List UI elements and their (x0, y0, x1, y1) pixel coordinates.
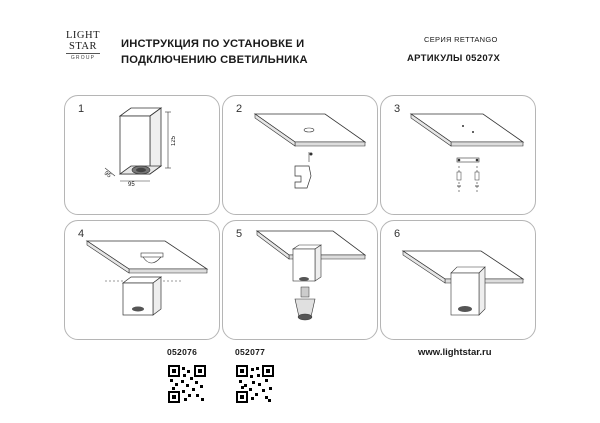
step-4-illustration (65, 221, 221, 341)
logo-line3: GROUP (70, 55, 96, 61)
article-code-1: 052076 (167, 347, 198, 357)
step-1-panel (64, 95, 220, 215)
step-number: 1 (78, 103, 85, 115)
step-4-panel (64, 220, 220, 340)
step-number: 4 (78, 228, 85, 240)
step-6-panel (380, 220, 536, 340)
dimension-width: 95 (128, 182, 135, 188)
step-number: 3 (394, 103, 401, 115)
title-line1: ИНСТРУКЦИЯ ПО УСТАНОВКЕ И (121, 38, 305, 50)
step-2-panel (222, 95, 378, 215)
step-6-illustration (381, 221, 537, 341)
step-3-illustration (381, 96, 537, 216)
step-3-panel (380, 95, 536, 215)
title-line2: ПОДКЛЮЧЕНИЮ СВЕТИЛЬНИКА (121, 54, 308, 66)
website-link[interactable]: www.lightstar.ru (418, 347, 492, 358)
lightstar-logo (64, 30, 102, 66)
step-1-illustration (65, 96, 221, 216)
articles-label: АРТИКУЛЫ 05207X (407, 53, 501, 64)
article-code-2: 052077 (235, 347, 266, 357)
step-5-panel (222, 220, 378, 340)
qr-code-052077 (236, 365, 274, 403)
document-title (121, 36, 308, 68)
step-5-illustration (223, 221, 379, 341)
logo-line1: LIGHT (66, 30, 100, 41)
step-number: 6 (394, 228, 401, 240)
logo-line2: STAR (69, 41, 97, 52)
step-number: 2 (236, 103, 243, 115)
step-number: 5 (236, 228, 243, 240)
step-2-illustration (223, 96, 379, 216)
series-label: СЕРИЯ RETTANGO (424, 35, 498, 44)
logo-rule (66, 53, 100, 54)
qr-code-052076 (168, 365, 206, 403)
dimension-height: 125 (171, 136, 177, 147)
dimension-depth: 95 (102, 170, 112, 180)
